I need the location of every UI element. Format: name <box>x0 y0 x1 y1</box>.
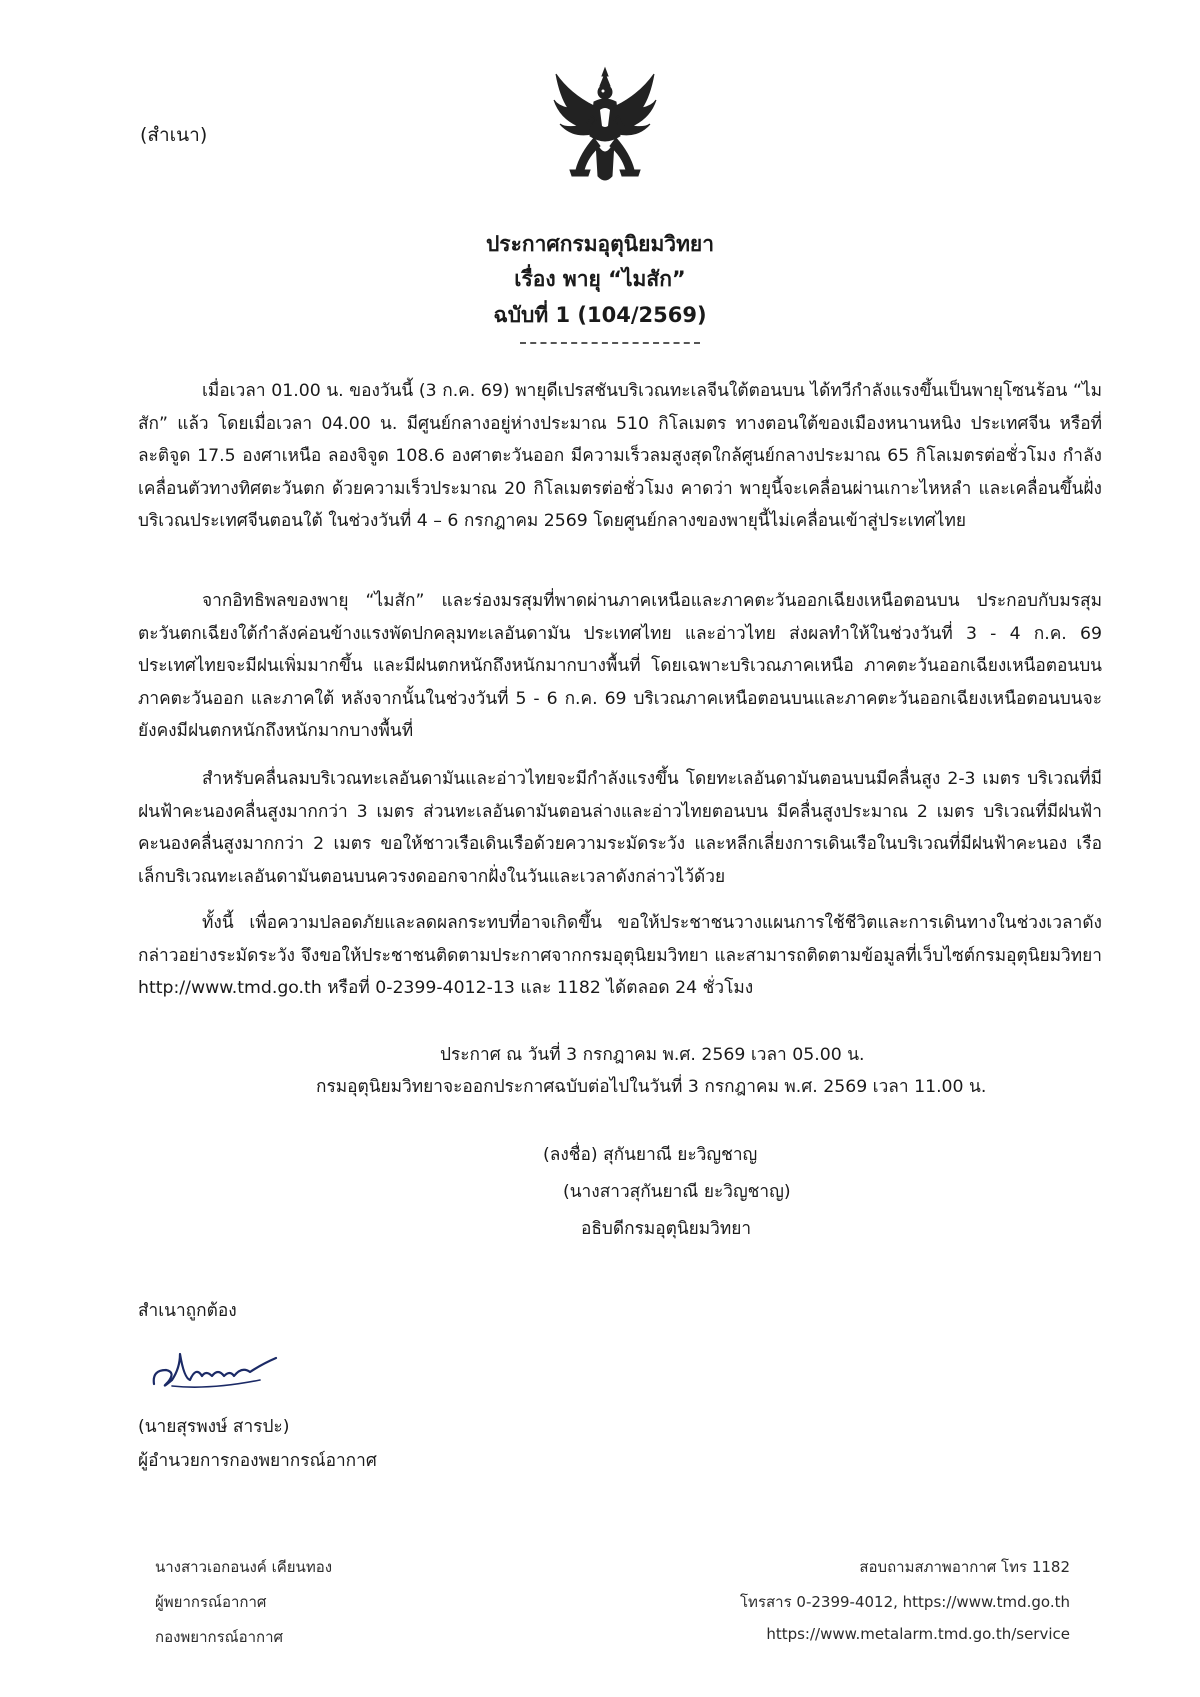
announcement-title: ประกาศกรมอุตุนิยมวิทยา <box>485 232 715 256</box>
paragraph-2 <box>138 585 1102 748</box>
header-divider <box>520 342 700 344</box>
certifier-title: ผู้อำนวยการกองพยากรณ์อากาศ <box>138 1451 377 1471</box>
forecaster-position: ผู้พยากรณ์อากาศ <box>155 1593 267 1611</box>
signatory-name: (นางสาวสุกันยาณี ยะวิญชาญ) <box>563 1182 791 1202</box>
contact-fax-website[interactable]: โทรสาร 0-2399-4012, https://www.tmd.go.th <box>740 1593 1070 1611</box>
certifier-name: (นายสุรพงษ์ สารปะ) <box>138 1417 290 1437</box>
handwritten-signature <box>150 1340 280 1396</box>
forecaster-name: นางสาวเอกอนงค์ เคียนทอง <box>155 1558 333 1576</box>
paragraph-1 <box>138 375 1102 538</box>
paragraph-2-text: จากอิทธิพลของพายุ “ไมสัก” และร่องมรสุมที่พาดผ่านภาคเหนือและภาคตะวันออกเฉียงเหนือตอนบน ประกอบกับมรสุมตะวันตกเฉียงใต้กำลังค่อนข้างแรงพัดปกคลุมทะเลอันดามัน ประเทศไทย และอ่าวไทย ส่งผลทำให้ในช่วงวันที่ 3 - 4 ก.ค. 69 ประเทศไทยจะมีฝนเพิ่มมากขึ้น และมีฝนตกหนักถึงหนักมากบางพื้นที่ โดยเฉพาะบริเวณภาคเหนือ ภาคตะวันออกเฉียงเหนือตอนบน ภาคตะวันออก และภาคใต้ หลังจากนั้นในช่วงวันที่ 5 - 6 ก.ค. 69 บริเวณภาคเหนือตอนบนและภาคตะวันออกเฉียงเหนือตอนบนจะยังคงมีฝนตกหนักถึงหนักมากบางพื้นที่ <box>138 591 1102 741</box>
contact-phone: สอบถามสภาพอากาศ โทร 1182 <box>859 1558 1070 1576</box>
paragraph-4 <box>138 907 1102 1005</box>
garuda-emblem <box>550 66 660 192</box>
copy-label: (สำเนา) <box>140 124 208 146</box>
announcement-issue: ฉบับที่ 1 (104/2569) <box>493 303 707 327</box>
paragraph-3-text: สำหรับคลื่นลมบริเวณทะเลอันดามันและอ่าวไทยจะมีกำลังแรงขึ้น โดยทะเลอันดามันตอนบนมีคลื่นสูง 2-3 เมตร บริเวณที่มีฝนฟ้าคะนองคลื่นสูงมากกว่า 3 เมตร ส่วนทะเลอันดามันตอนล่างและอ่าวไทยตอนบน มีคลื่นสูงประมาณ 2 เมตร บริเวณที่มีฝนฟ้าคะนองคลื่นสูงมากกว่า 2 เมตร ขอให้ชาวเรือเดินเรือด้วยความระมัดระวัง และหลีกเลี่ยงการเดินเรือในบริเวณที่มีฝนฟ้าคะนอง เรือเล็กบริเวณทะเลอันดามันตอนบนควรงดออกจากฝั่งในวันและเวลาดังกล่าวไว้ด้วย <box>138 769 1102 887</box>
signatory-title: อธิบดีกรมอุตุนิยมวิทยา <box>581 1219 752 1239</box>
paragraph-4-text: ทั้งนี้ เพื่อความปลอดภัยและลดผลกระทบที่อาจเกิดขึ้น ขอให้ประชาชนวางแผนการใช้ชีวิตและการเดินทางในช่วงเวลาดังกล่าวอย่างระมัดระวัง จึงขอให้ประชาชนติดตามประกาศจากกรมอุตุนิยมวิทยา และสามารถติดตามข้อมูลที่เว็บไซต์กรมอุตุนิยมวิทยา http://www.tmd.go.th หรือที่ 0-2399-4012-13 และ 1182 ได้ตลอด 24 ชั่วโมง <box>138 913 1102 998</box>
certified-copy-label: สำเนาถูกต้อง <box>138 1301 237 1321</box>
forecaster-division: กองพยากรณ์อากาศ <box>155 1628 284 1646</box>
metalarm-link[interactable]: https://www.metalarm.tmd.go.th/service <box>766 1625 1070 1643</box>
next-issue-note: กรมอุตุนิยมวิทยาจะออกประกาศฉบับต่อไปในวันที่ 3 กรกฎาคม พ.ศ. 2569 เวลา 11.00 น. <box>316 1077 987 1097</box>
paragraph-3 <box>138 763 1102 893</box>
announcement-subject: เรื่อง พายุ “ไมสัก” <box>514 267 686 291</box>
paragraph-1-text: เมื่อเวลา 01.00 น. ของวันนี้ (3 ก.ค. 69) พายุดีเปรสชันบริเวณทะเลจีนใต้ตอนบน ได้ทวีกำลังแรงขึ้นเป็นพายุโซนร้อน “ไมสัก” แล้ว โดยเมื่อเวลา 04.00 น. มีศูนย์กลางอยู่ห่างประมาณ 510 กิโลเมตร ทางตอนใต้ของเมืองหนานหนิง ประเทศจีน หรือที่ละติจูด 17.5 องศาเหนือ ลองจิจูด 108.6 องศาตะวันออก มีความเร็วลมสูงสุดใกล้ศูนย์กลางประมาณ 65 กิโลเมตรต่อชั่วโมง กำลังเคลื่อนตัวทางทิศตะวันตก ด้วยความเร็วประมาณ 20 กิโลเมตรต่อชั่วโมง คาดว่า พายุนี้จะเคลื่อนผ่านเกาะไหหลำ และเคลื่อนขึ้นฝั่งบริเวณประเทศจีนตอนใต้ ในช่วงวันที่ 4 – 6 กรกฎาคม 2569 โดยศูนย์กลางของพายุนี้ไม่เคลื่อนเข้าสู่ประเทศไทย <box>138 381 1102 531</box>
signed-line: (ลงชื่อ) สุกันยาณี ยะวิญชาญ <box>543 1145 758 1165</box>
published-date: ประกาศ ณ วันที่ 3 กรกฎาคม พ.ศ. 2569 เวลา 05.00 น. <box>440 1045 865 1065</box>
